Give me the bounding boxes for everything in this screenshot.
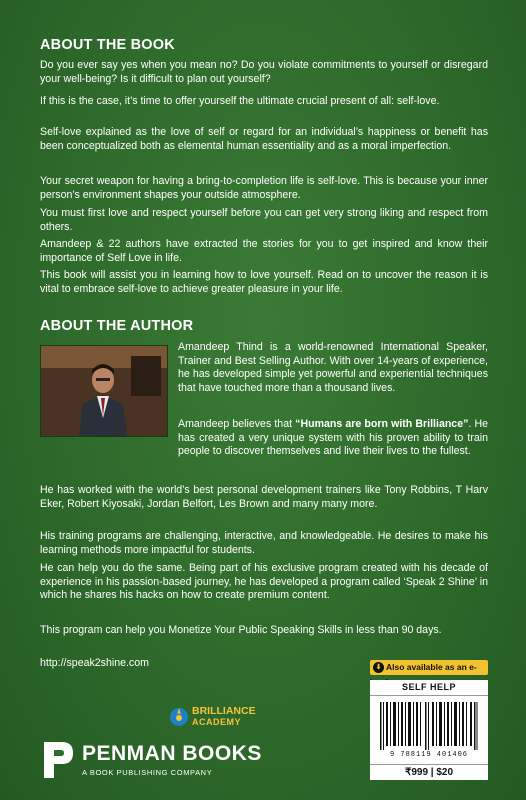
book-paragraph: Self-love explained as the love of self or regard for an individual’s happiness or benefit has been conceptualized both as elemental human essentiality and as a moral imperfection.: [40, 126, 488, 152]
brilliance-academy-logo: BRILLIANCE ACADEMY: [168, 703, 278, 731]
category-label: SELF HELP: [370, 680, 488, 696]
book-paragraph: Your secret weapon for having a bring-to-completion life is self-love. This is because your inner person’s environment shapes your outside atmosphere.: [40, 175, 488, 201]
price-label: ₹999 | $20: [370, 764, 488, 781]
book-paragraph: Do you ever say yes when you mean no? Do you violate commitments to yourself or disregard your well-being? Is it difficult to plan out yourself?: [40, 59, 488, 85]
brilliance-quote: “Humans are born with Brilliance”: [295, 418, 469, 430]
author-website[interactable]: http://speak2shine.com: [40, 657, 149, 669]
brilliance-logo-icon: [168, 703, 190, 729]
book-paragraph: You must first love and respect yourself before you can get very strong liking and respect from others.: [40, 207, 488, 233]
barcode: [380, 702, 478, 750]
about-book-heading: ABOUT THE BOOK: [40, 37, 175, 53]
book-paragraph: If this is the case, it’s time to offer yourself the ultimate crucial present of all: self-love.: [40, 95, 440, 107]
author-paragraph: Amandeep Thind is a world-renowned International Speaker, Trainer and Best Selling Author. With over 14-years of experience, he has developed simple yet powerful and experiential techniques that have touched more than a thousand lives.: [178, 341, 488, 394]
author-paragraph-belief: Amandeep believes that “Humans are born with Brilliance”. He has created a very unique system with his proven ability to train people to discover themselves and live their lives to the fullest.: [178, 418, 489, 458]
penman-logo-icon: [40, 740, 76, 780]
author-paragraph: He has worked with the world’s best personal development trainers like Tony Robbins, T Harv Eker, Robert Kiyosaki, Jordan Belfort, Les Brown and many many more.: [40, 484, 488, 510]
publisher-logo: [40, 740, 300, 780]
isbn-number: 9 788119 401406: [389, 751, 468, 759]
book-paragraph: Amandeep & 22 authors have extracted the stories for you to get inspired and know their importance of Self Love in life.: [40, 238, 488, 264]
author-paragraph: This program can help you Monetize Your Public Speaking Skills in less than 90 days.: [40, 624, 442, 636]
ebook-badge: ⬇ Also available as an e-: [370, 660, 488, 675]
author-paragraph: He can help you do the same. Being part of his exclusive program created with his decade of experience in his passion-based journey, he has developed a program called ‘Speak 2 Shine’ in which he shares his hacks on how to create premium content.: [40, 562, 488, 602]
book-paragraph: This book will assist you in learning how to love yourself. Read on to uncover the reason it is vital to embrace self-love to achieve greater pleasure in your life.: [40, 269, 488, 295]
author-paragraph: His training programs are challenging, interactive, and knowledgeable. He desires to make his learning methods more impactful for students.: [40, 530, 488, 556]
about-author-heading: ABOUT THE AUTHOR: [40, 318, 194, 334]
barcode-panel: [370, 680, 488, 780]
publisher-name: PENMAN BOOKS: [82, 742, 262, 765]
publisher-tagline: A BOOK PUBLISHING COMPANY: [82, 768, 213, 777]
author-photo: [40, 345, 168, 437]
download-icon: ⬇: [373, 662, 384, 673]
